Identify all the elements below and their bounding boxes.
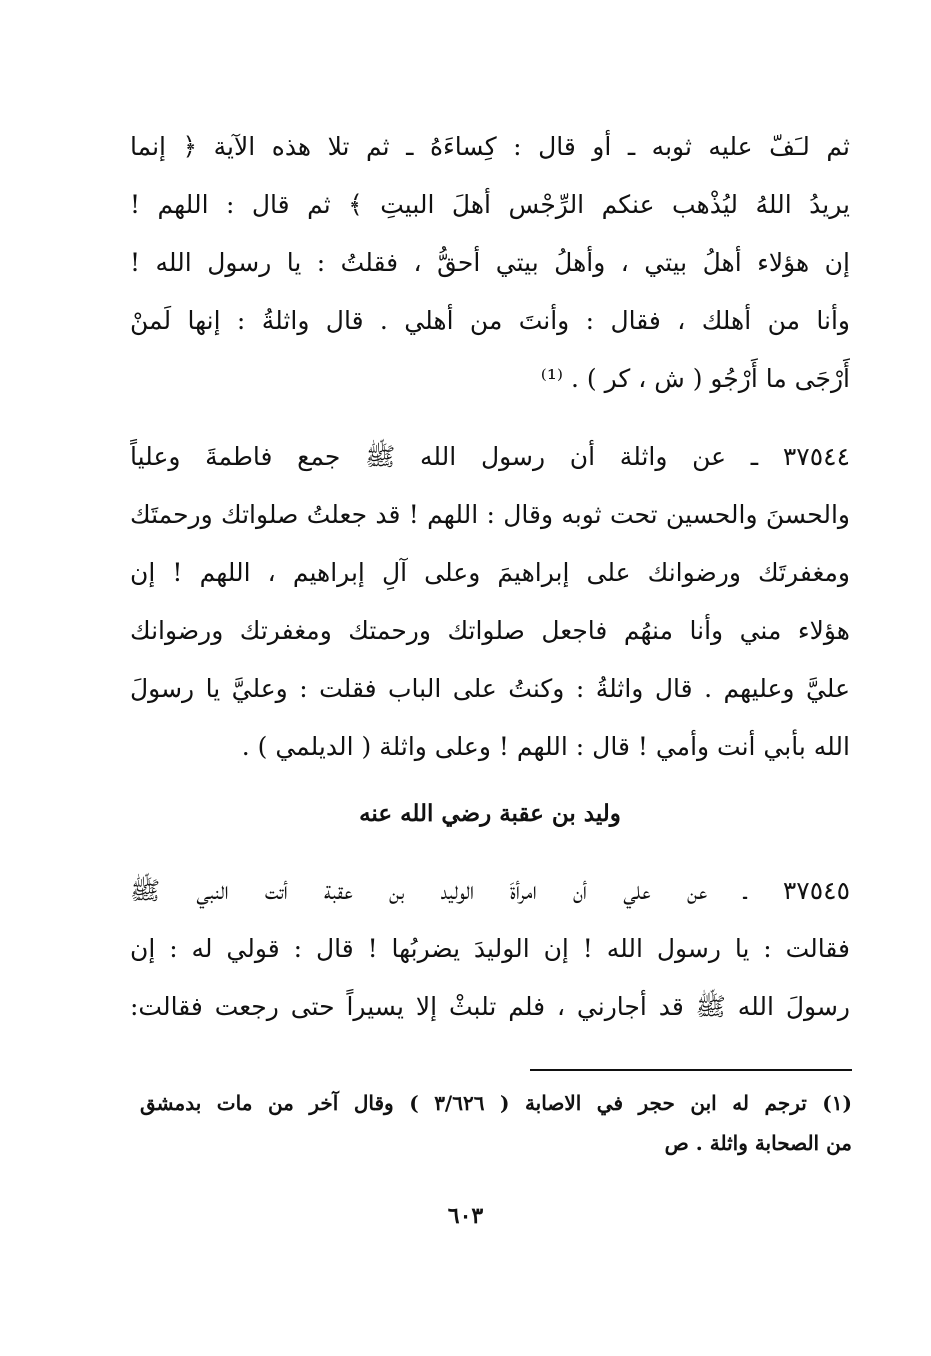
text-line: رسولَ الله ﷺ قد أجارني ، فلم تلبثْ إلا يسيراً حتى رجعت فقالت: xyxy=(130,992,850,1021)
text-line: ٣٧٥٤٤ ـ عن واثلة أن رسول الله ﷺ جمع فاطمةَ وعلياً xyxy=(130,442,850,471)
paragraph-hadith-37544 xyxy=(130,428,850,776)
text-line: أَرْجَى ما أَرْجُو ( ش ، كر ) . ⁽¹⁾ xyxy=(540,364,850,393)
text-line: الله بأبي أنت وأمي ! قال : اللهم ! وعلى واثلة ( الديلمي ) . xyxy=(241,732,850,761)
text-line: والحسنَ والحسين تحت ثوبه وقال : اللهم ! قد جعلتُ صلواتك ورحمتَك xyxy=(130,500,850,529)
text-line: ومغفرتَك ورضوانك على إبراهيمَ وعلى آلِ إبراهيم ، اللهم ! إن xyxy=(130,558,850,587)
text-line: فقالت : يا رسول الله ! إن الوليدَ يضربُها ! قال : قولي له : إن xyxy=(130,934,850,963)
footnotes xyxy=(140,1083,852,1163)
text-line: عليَّ وعليهم . قال واثلةُ : وكنتُ على الباب فقلت : وعليَّ يا رسولَ xyxy=(130,674,850,703)
footnote-line: من الصحابة واثلة . ص xyxy=(664,1131,852,1155)
paragraph-hadith-continuation xyxy=(130,118,850,408)
footnote-line: (١) ترجم له ابن حجر في الاصابة ( ٣/٦٢٦ ) وقال آخر من مات بدمشق xyxy=(140,1091,852,1115)
text-line: ٣٧٥٤٥ ـ عن علي أن امرأةَ الوليد بن عقبة أتت النبي ﷺ xyxy=(130,876,850,905)
text-line: ثم لـَفّ عليه ثوبه ـ أو قال : كِساءَهُ ـ ثم تلا هذه الآية ﴿ إنما xyxy=(130,132,850,161)
section-heading: وليد بن عقبة رضي الله عنه xyxy=(359,800,621,827)
text-line: إن هؤلاء أهلُ بيتي ، وأهلُ بيتي أحقُّ ، فقلتُ : يا رسول الله ! xyxy=(130,248,850,277)
footnote-divider xyxy=(530,1069,852,1071)
text-line: وأنا من أهلك ، فقال : وأنتَ من أهلي . قال واثلةُ : إنها لَمنْ xyxy=(130,306,850,335)
page-number: ٦٠٣ xyxy=(447,1203,484,1229)
paragraph-hadith-37545 xyxy=(130,862,850,1036)
text-line: يريدُ اللهُ ليُذْهب عنكم الرِّجْس أهلَ البيتِ ﴾ ثم قال : اللهم ! xyxy=(130,190,850,219)
text-line: هؤلاء مني وأنا منهُم فاجعل صلواتك ورحمتك ومغفرتك ورضوانك xyxy=(130,616,850,645)
